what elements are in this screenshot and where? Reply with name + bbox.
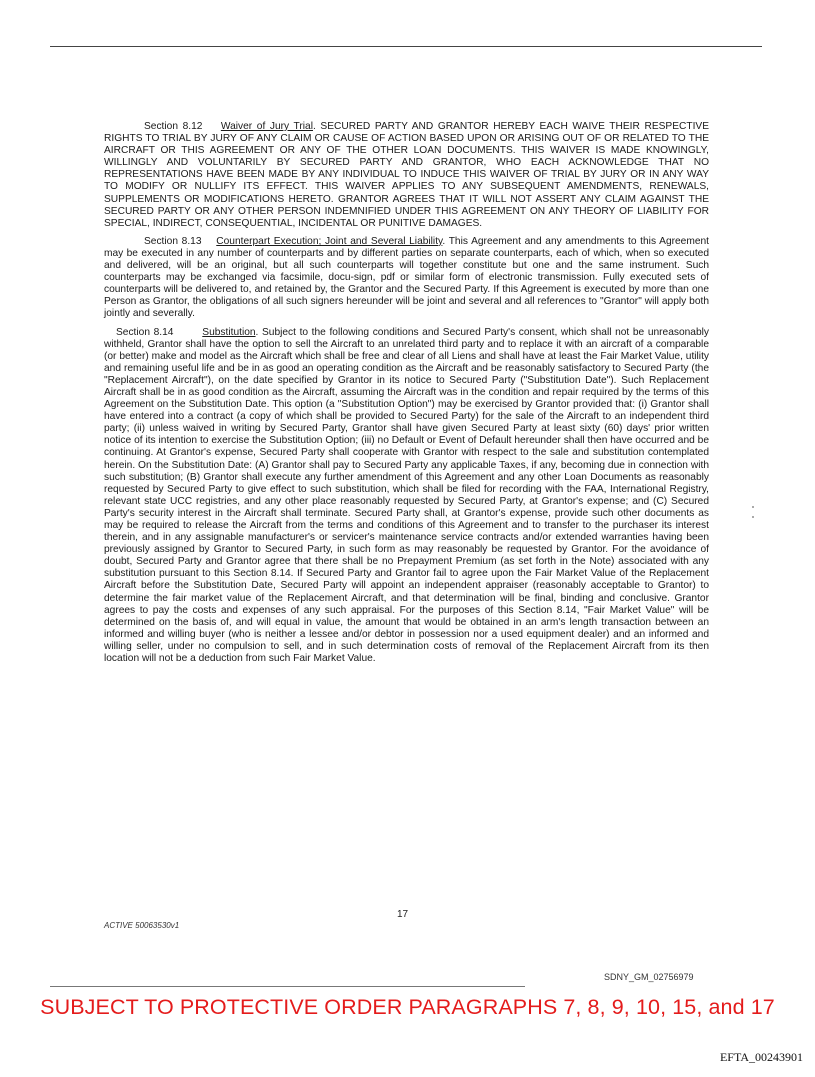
section-8-12 [104, 121, 709, 230]
bottom-rule [50, 986, 525, 987]
section-body: . SECURED PARTY AND GRANTOR HEREBY EACH WAIVE THEIR RESPECTIVE RIGHTS TO TRIAL BY JURY OF ANY CLAIM OR CAUSE OF ACTION BASED UPON OR ARISING OUT OF OR RELATED TO THE AIRCRAFT OR THIS AGREEMENT OR ANY OF THE OTHER LOAN DOCUMENTS. THIS WAIVER IS MADE KNOWINGLY, WILLINGLY AND VOLUNTARILY BY SECURED PARTY AND GRANTOR, WHO EACH ACKNOWLEDGE THAT NO REPRESENTATIONS HAVE BEEN MADE BY ANY INDIVIDUAL TO INDUCE THIS WAIVER OF TRIAL BY JURY OR IN ANY WAY TO MODIFY OR NULLIFY ITS EFFECT. THIS WAIVER APPLIES TO ANY SUBSEQUENT AMENDMENTS, RENEWALS, SUPPLEMENTS OR MODIFICATIONS HERETO. GRANTOR AGREES THAT IT WILL NOT ASSERT ANY CLAIM AGAINST THE SECURED PARTY OR ANY OTHER PERSON INDEMNIFIED UNDER THIS AGREEMENT ON ANY THEORY OF LIABILITY FOR SPECIAL, INDIRECT, CONSEQUENTIAL, INCIDENTAL OR PUNITIVE DAMAGES. [104, 121, 710, 229]
bates-number: SDNY_GM_02756979 [604, 972, 694, 982]
page-number: 17 [397, 909, 409, 920]
section-number: Section 8.13 [144, 235, 202, 247]
section-heading: Substitution [202, 326, 256, 338]
section-body: . Subject to the following conditions and Secured Party's consent, which shall not be unreasonably withheld, Grantor shall have the option to sell the Aircraft to an unrelated third party and to replace it with an aircraft of a comparable (or better) make and model as the Aircraft which shall be free and clear of all Liens and shall have at least the Fair Market Value, utility and remaining useful life and be in as good an operating condition as the Aircraft and be reasonably satisfactory to Secured Party (the "Replacement Aircraft"), on the date specified by Grantor in its notice to Secured Party ("Substitution Date"). Such Replacement Aircraft shall be in as good condition as the Aircraft, assuming the Aircraft was in the condition and repair required by the terms of this Agreement on the Substitution Date. This option (a "Substitution Option") may be exercised by Grantor provided that: (i) Grantor shall have entered into a contract (a copy of which shall be provided to Secured Party) for the sale of the Aircraft to an independent third party; (ii) unless waived in writing by Secured Party, Grantor shall have given Secured Party at least sixty (60) days' prior written notice of its intention to exercise the Substitution Option; (iii) no Default or Event of Default hereunder shall then have occurred and be continuing. At Grantor's expense, Secured Party shall cooperate with Grantor with respect to the sale and substitution contemplated herein. On the Substitution Date: (A) Grantor shall pay to Secured Party any applicable Taxes, if any, becoming due in connection with such substitution; (B) Grantor shall execute any further amendment of this Agreement and any other Loan Documents as reasonably requested by Secured Party to give effect to such substitution, which shall be filed for recording with the FAA, International Registry, relevant state UCC registries, and any other place reasonably requested by Secured Party, at Grantor's expense; and (C) Secured Party's security interest in the Aircraft shall terminate. Secured Party shall, at Grantor's expense, provide such other documents as may be required to release the Aircraft from the terms and conditions of this Agreement and to transfer to the purchaser its interest therein, and in any assignable manufacturer's or servicer's maintenance service contracts and/or extended warranties having been previously assigned by Grantor to Secured Party, in such form as may reasonably be requested by Grantor. For the avoidance of doubt, Secured Party and Grantor agree that there shall be no Prepayment Premium (as set forth in the Note) associated with any substitution pursuant to this Section 8.14. If Secured Party and Grantor fail to agree upon the Fair Market Value of the Replacement Aircraft before the Substitution Date, Secured Party will appoint an independent appraiser (reasonably acceptable to Grantor) to determine the fair market value of the Replacement Aircraft, and that determination will be final, binding and conclusive. Grantor agrees to pay the costs and expenses of any such appraisal. For the purposes of this Section 8.14, "Fair Market Value" will be determined on the basis of, and will equal in value, the amount that would be obtained in an arm's length transaction between an informed and willing buyer (who is neither a lessee and/or debtor in possession nor a used equipment dealer) and an informed and willing seller, under no compulsion to sell, and in such determination costs of removal of the Replacement Aircraft from its then location will not be a deduction from such Fair Market Value. [104, 326, 709, 665]
protective-order-stamp: SUBJECT TO PROTECTIVE ORDER PARAGRAPHS 7, 8, 9, 10, 15, and 17 [40, 995, 775, 1019]
section-8-14 [104, 327, 709, 666]
section-heading: Counterpart Execution; Joint and Several Liability [216, 235, 443, 247]
scan-speck [752, 516, 754, 518]
section-8-13 [104, 236, 709, 321]
section-number: Section 8.14 [116, 326, 174, 338]
section-heading: Waiver of Jury Trial [220, 121, 313, 132]
scan-speck [752, 506, 754, 508]
efta-number: EFTA_00243901 [719, 1050, 803, 1064]
top-rule [50, 46, 762, 47]
document-body [104, 121, 709, 671]
document-id: ACTIVE 50063530v1 [104, 921, 180, 930]
section-body: . This Agreement and any amendments to this Agreement may be executed in any number of counterparts and by different parties on separate counterparts, each of which, when so executed and delivered, will be an original, but all such counterparts will together constitute but one and the same instrument. Such counterparts may be exchanged via facsimile, docu-sign, pdf or similar form of electronic transmission. Fully executed sets of counterparts will be delivered to, and retained by, the Grantor and the Secured Party. If this Agreement is executed by more than one Person as Grantor, the obligations of all such signers hereunder will be joint and several and all references to "Grantor" will apply both jointly and severally. [104, 235, 709, 320]
section-number: Section 8.12 [144, 121, 203, 132]
